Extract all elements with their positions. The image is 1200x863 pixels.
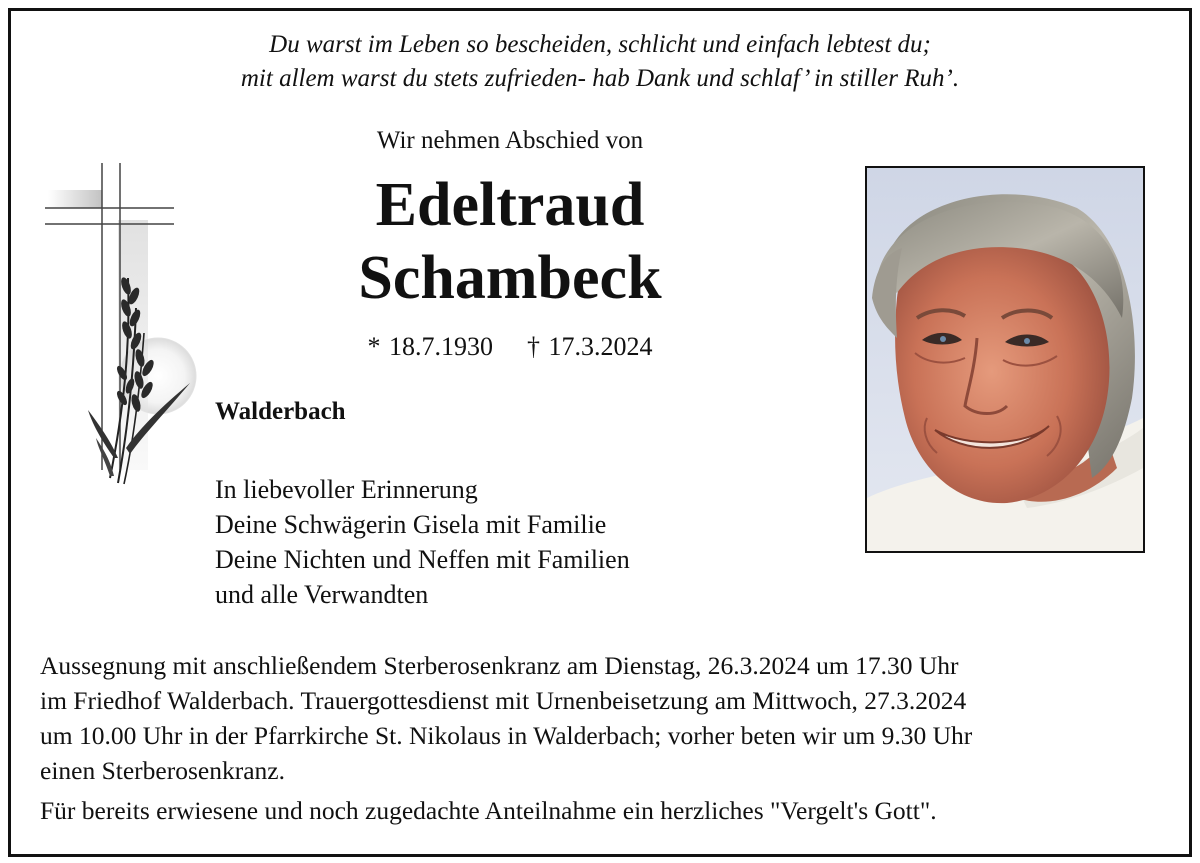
place-name: Walderbach xyxy=(215,398,346,425)
intro-text: Wir nehmen Abschied von xyxy=(376,127,644,154)
notice-line: im Friedhof Walderbach. Trauergottesdienst mit Urnenbeisetzung am Mittwoch, 27.3.2024 xyxy=(40,686,967,715)
verse-line-2: mit allem warst du stets zufrieden- hab Dank und schlaf’ in stiller Ruh’. xyxy=(240,65,960,92)
mourners-line: Deine Nichten und Neffen mit Familien xyxy=(215,545,630,574)
portrait-photo xyxy=(865,166,1145,553)
notice-line: um 10.00 Uhr in der Pfarrkirche St. Nikolaus in Walderbach; vorher beten wir um 9.30 Uhr xyxy=(40,721,973,750)
funeral-notice xyxy=(40,648,1170,788)
notice-line: Aussegnung mit anschließendem Sterberosenkranz am Dienstag, 26.3.2024 um 17.30 Uhr xyxy=(40,651,959,680)
verse-line-1: Du warst im Leben so bescheiden, schlicht und einfach lebtest du; xyxy=(269,31,931,58)
verse xyxy=(0,28,1200,96)
first-name: Edeltraud xyxy=(375,171,645,239)
last-name: Schambeck xyxy=(358,244,662,312)
mourners-line: In liebevoller Erinnerung xyxy=(215,475,478,504)
death-date: † 17.3.2024 xyxy=(527,332,653,361)
thanks-text: Für bereits erwiesene und noch zugedachte Anteilnahme ein herzliches "Vergelt's Gott". xyxy=(40,796,937,825)
birth-date: * 18.7.1930 xyxy=(367,332,493,361)
mourners-list xyxy=(215,472,630,612)
notice-line: einen Sterberosenkranz. xyxy=(40,756,285,785)
cross-with-wheat-icon xyxy=(40,158,220,488)
portrait-image xyxy=(867,168,1143,551)
mourners-line: Deine Schwägerin Gisela mit Familie xyxy=(215,510,607,539)
mourners-line: und alle Verwandten xyxy=(215,580,429,609)
life-dates xyxy=(260,332,760,362)
